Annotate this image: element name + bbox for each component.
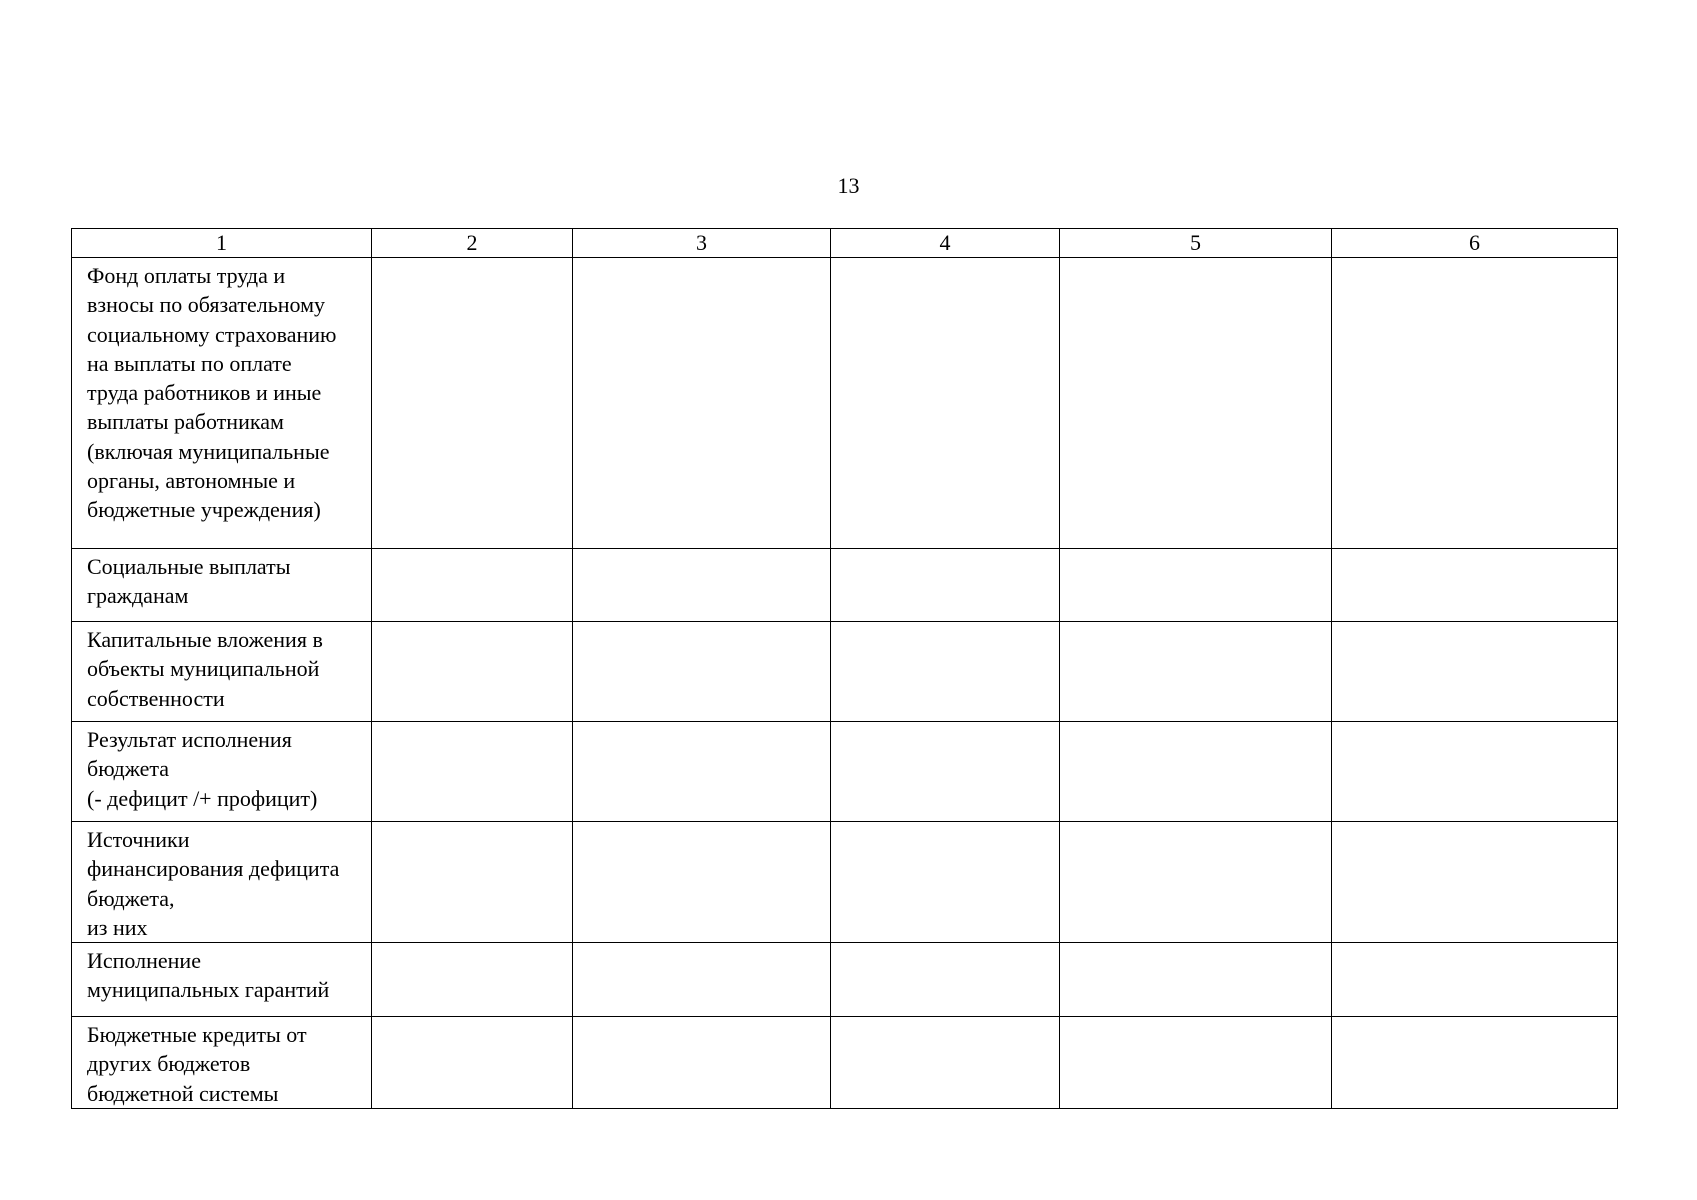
- table-cell: [831, 943, 1060, 1017]
- table-cell: [372, 1017, 573, 1109]
- table-cell: [1332, 549, 1618, 622]
- row-label: Источники финансирования дефицита бюджета, из них: [72, 822, 372, 943]
- table-cell: [1060, 943, 1332, 1017]
- budget-table: [71, 228, 1618, 1109]
- row-label: Социальные выплаты гражданам: [72, 549, 372, 622]
- table-cell: [372, 822, 573, 943]
- row-label: Результат исполнения бюджета (- дефицит /+ профицит): [72, 722, 372, 822]
- column-header-4: 4: [831, 229, 1060, 258]
- column-header-2: 2: [372, 229, 573, 258]
- table-cell: [1060, 722, 1332, 822]
- table-cell: [1060, 1017, 1332, 1109]
- table-row: [72, 622, 1618, 722]
- table-cell: [1060, 822, 1332, 943]
- table-cell: [1060, 258, 1332, 549]
- column-header-5: 5: [1060, 229, 1332, 258]
- table-cell: [372, 549, 573, 622]
- table-cell: [372, 943, 573, 1017]
- table-cell: [1332, 622, 1618, 722]
- table-row: [72, 722, 1618, 822]
- page-number: 13: [837, 173, 860, 198]
- header-row: [72, 229, 1618, 258]
- row-label: Капитальные вложения в объекты муниципальной собственности: [72, 622, 372, 722]
- table-cell: [573, 722, 831, 822]
- column-header-6: 6: [1332, 229, 1618, 258]
- column-header-3: 3: [573, 229, 831, 258]
- table-cell: [1332, 822, 1618, 943]
- table-cell: [372, 722, 573, 822]
- table-cell: [831, 1017, 1060, 1109]
- table-row: [72, 549, 1618, 622]
- table-cell: [1332, 258, 1618, 549]
- table-cell: [573, 943, 831, 1017]
- table-cell: [573, 258, 831, 549]
- table-cell: [831, 258, 1060, 549]
- table-cell: [831, 622, 1060, 722]
- table-cell: [372, 258, 573, 549]
- table-cell: [573, 622, 831, 722]
- table-cell: [831, 722, 1060, 822]
- table-cell: [573, 822, 831, 943]
- table-cell: [831, 822, 1060, 943]
- table-row: [72, 258, 1618, 549]
- table-row: [72, 1017, 1618, 1109]
- table-cell: [1332, 1017, 1618, 1109]
- table-cell: [573, 1017, 831, 1109]
- column-header-1: 1: [72, 229, 372, 258]
- table-cell: [1332, 943, 1618, 1017]
- table-row: [72, 943, 1618, 1017]
- table-cell: [1332, 722, 1618, 822]
- table-cell: [1060, 622, 1332, 722]
- table-cell: [372, 622, 573, 722]
- row-label: Фонд оплаты труда и взносы по обязательному социальному страхованию на выплаты по оплате труда работников и иные выплаты работникам (включая муниципальные органы, автономные и бюджетные учреждения): [72, 258, 372, 549]
- table-cell: [1060, 549, 1332, 622]
- table-cell: [573, 549, 831, 622]
- table-cell: [831, 549, 1060, 622]
- row-label: Бюджетные кредиты от других бюджетов бюджетной системы: [72, 1017, 372, 1109]
- row-label: Исполнение муниципальных гарантий: [72, 943, 372, 1017]
- table-row: [72, 822, 1618, 943]
